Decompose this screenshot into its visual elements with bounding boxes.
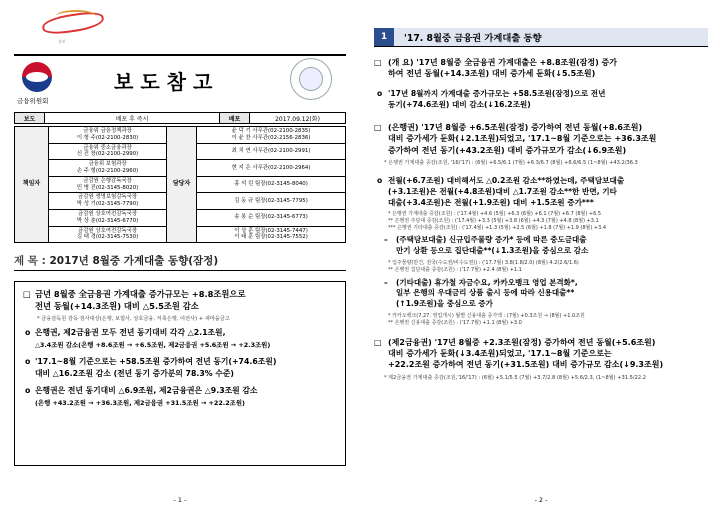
responsible-label: 책임자 — [15, 127, 49, 243]
overview-sub-bullet: o '17년 8월까지 가계대출 증가규모는 +58.5조원(잠정)으로 전년 동기(+74.6조원) 대비 감소(↓16.2조원) — [374, 88, 708, 110]
campaign-logo — [14, 6, 346, 50]
other-loan-dash: – (기타대출) 휴가철 자금수요, 카카오뱅크 영업 본격화*, 일부 은행의 우대금리 상품 출시 등에 따라 신용대출** (↑1.9조원)을 중심으로 증가 — [374, 278, 708, 310]
detail-line: * 카카오뱅크(7.27. 영업개시) 월별 신용대출 증가액 : (7월) +0.3조원 → (8월) +1.0조원 — [388, 313, 585, 319]
summary-footnote: * 금융감독원 감독·검사대상(은행, 보험사, 상호금융, 저축은행, 여전사) + 새마을금고 — [37, 316, 230, 323]
staff-cell: 홍 석 린 팀장(02-3145-8040) — [197, 176, 346, 193]
dist-date: 2017.09.12(화) — [250, 113, 346, 124]
page-2 — [362, 0, 720, 510]
responsible-cell: 금감원 상호여전감독국장 김 태 경(02-3145-7530) — [49, 226, 167, 243]
detail-line: ** 은행권 신용대출 증감(조원) : ('17.7월) +1.1 (8월) +3.0 — [388, 319, 522, 326]
bank-bullet: □ (은행권) '17년 8월중 +6.5조원(잠정) 증가하여 전년 동월(+8.6조원) 대비 증가세가 둔화(↓2.1조원)되었고, '17.1~8월 기준으로는 +36.3조원 증가하여 전년 동기(+43.2조원) 대비 증가규모가 감소(↓6.9조원) — [374, 122, 708, 156]
detail-line: * 입주물량(만건, 전국(수도권/비수도권)) : ('17.7월) 3.8(1.8/2.0) (8월) 4.2(2.6/1.6) — [388, 260, 579, 267]
mortgage-dash: – (주택담보대출) 신규입주물량 증가* 등에 따른 중도금대출 만기 상환 등으로 집단대출**(↓1.3조원)을 중심으로 감소 — [374, 235, 708, 257]
subject-lead: 제 목 : — [14, 255, 46, 268]
fsc-seal-icon — [290, 58, 332, 100]
summary-bullet: □ 금년 8월중 全금융권 가계대출 증가규모는 +8.8조원으로 전년 동월(+14.3조원) 대비 △5.5조원 감소 — [23, 288, 337, 312]
staff-cell: 최 치 연 사무관(02-2100-2991) — [197, 143, 346, 160]
logo-swirl-icon — [42, 10, 112, 40]
detail-line: *** 은행권 기타대출 증감(조원) : ('17.4월) +1.3 (5월) +2.5 (6월) +1.8 (7월) +1.9 (8월) +3.4 — [388, 224, 607, 231]
summary-sub-bullet: o '17.1~8월 기준으로는 +58.5조원 증가하여 전년 동기(+74.6조원) 대비 △16.2조원 감소 (전년 동기 증가분의 78.3% 수준) — [23, 356, 337, 380]
staff-cell: 이 상 훈 팀장(02-3145-7447) 이 태 훈 팀장(02-3145-7552) — [197, 226, 346, 243]
mortgage-detail-lines — [374, 260, 708, 274]
detail-line: * 은행권 가계대출 증감(조원) : ('17.4월) +4.6 (5월) +6.3 (6월) +6.1 (7월) +6.7 (8월) +6.5 — [388, 211, 602, 218]
staff-cell: 송 봉 순 팀장(02-3145-6773) — [197, 209, 346, 226]
section-number: 1 — [374, 28, 394, 46]
responsible-cell: 금융위 금융정책과장 이 형 주(02-2100-2830) — [49, 127, 167, 144]
section-title: '17. 8월중 금융권 가계대출 동향 — [394, 28, 708, 46]
bank-detail-lines — [374, 211, 708, 231]
overview-bullet: □ (개 요) '17년 8월중 全금융권 가계대출은 +8.8조원(잠정) 증가 하여 전년 동월(+14.3조원) 대비 증가세 둔화(↓5.5조원) — [374, 57, 708, 80]
second-tier-bullet: □ (제2금융권) '17년 8월중 +2.3조원(잠정) 증가하여 전년 동월(+5.6조원) 대비 증가세가 둔화(↓3.4조원)되었고, '17.1~8월 기준으로는 +22.2조원 증가하여 전년 동기(+31.5조원) 대비 증가규모 감소(↓9.3조원) — [374, 337, 708, 371]
second-tier-footnote: * 제2금융권 가계대출 증감(조원,'16/'17) : (6월) +5.1/5.5 (7월) +3.7/2.8 (8월) +5.6/2.3, (1~8월) +31.5/22.2 — [384, 374, 646, 381]
report-label: 보도 — [15, 113, 45, 124]
logo-caption: 홍보 — [58, 39, 66, 44]
bank-sub-bullet: o 전월(+6.7조원) 대비해서도 △0.2조원 감소**하였는데, 주택담보대출 (+3.1조원)은 전월(+4.8조원)대비 △1.7조원 감소**한 반면, 기타 대출(+3.4조원)은 전월(+1.9조원) 대비 +1.5조원 증가*** — [374, 175, 708, 208]
responsible-cell: 금감원 은행감독국장 민 병 진(02-3145-8020) — [49, 176, 167, 193]
doc-header — [14, 54, 346, 112]
subject-line — [14, 253, 346, 271]
other-loan-detail-lines — [374, 313, 708, 327]
staff-cell: 현 지 은 사무관(02-2100-2964) — [197, 160, 346, 177]
responsible-cell: 금융위 보험과장 손 주 형(02-2100-2960) — [49, 160, 167, 177]
subject-text: 2017년 8월중 가계대출 동향(잠정) — [49, 255, 219, 268]
staff-label: 담당자 — [167, 127, 197, 243]
government-emblem-icon — [22, 62, 52, 92]
section-header — [374, 28, 708, 47]
contact-table — [14, 126, 346, 243]
doc-title: 보도참고 — [114, 70, 220, 94]
summary-box — [14, 281, 346, 466]
summary-sub-bullet: o 은행권, 제2금융권 모두 전년 동기대비 각각 △2.1조원, △3.4조원 감소(은행 +8.6조원 → +6.5조원, 제2금융권 +5.6조원 → +2.3조원) — [23, 327, 337, 351]
detail-line: ** 은행권 집단대출 증감(조원) : ('17.7월) +2.4 (8월) +1.1 — [388, 266, 522, 273]
report-value: 배포 후 즉시 — [45, 113, 220, 124]
agency-name: 금융위원회 — [17, 97, 49, 105]
staff-cell: 김 동 규 팀장(02-3145-7795) — [197, 193, 346, 210]
summary-sub-bullet: o 은행권은 전년 동기대비 △6.9조원, 제2금융권은 △9.3조원 감소 (은행 +43.2조원 → +36.3조원, 제2금융권 +31.5조원 → +22.2조원) — [23, 385, 337, 409]
bank-footnote: * 은행권 가계대출 증감(조원, '16/'17) : (6월) +6.5/6.1 (7월) +6.3/6.7 (8월) +8.6/6.5 (1~8월) +43.2/36.3 — [384, 160, 638, 167]
page-number: - 2 - — [534, 496, 548, 504]
responsible-cell: 금융위 중소금융과장 신 진 창(02-2100-2990) — [49, 143, 167, 160]
dist-label: 배포 — [220, 113, 250, 124]
responsible-cell: 금감원 생명보험감독국장 박 성 기(02-3145-7790) — [49, 193, 167, 210]
staff-cell: 윤 덕 기 사무관(02-2100-2835) 이 윤 찬 사무관(02-2156-2836) — [197, 127, 346, 144]
page-number: - 1 - — [173, 496, 187, 504]
responsible-cell: 금감원 상호여전감독국장 박 상 춘(02-3145-6770) — [49, 209, 167, 226]
detail-line: ** 은행권 주담대 증감(조원) : ('17.4월) +3.3 (5월) +3.8 (6월) +4.3 (7월) +4.8 (8월) +3.1 — [388, 217, 599, 224]
release-meta-table — [14, 112, 346, 124]
